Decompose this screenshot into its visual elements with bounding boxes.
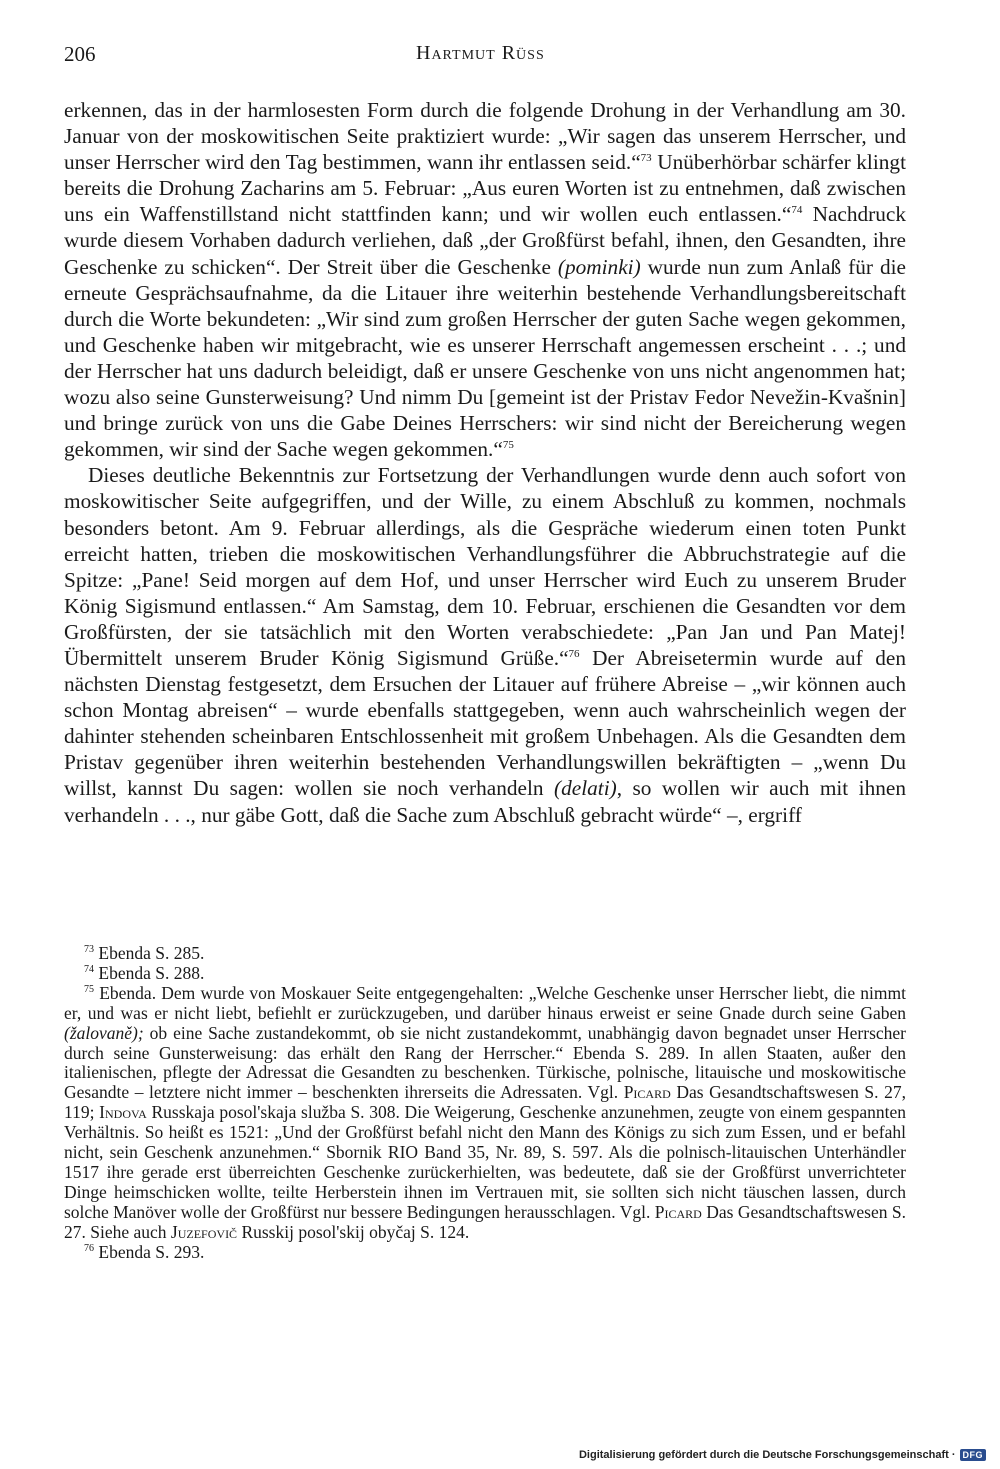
page-header bbox=[64, 42, 906, 70]
page-number: 206 bbox=[64, 42, 96, 66]
paragraph-2: Dieses deutliche Bekenntnis zur Fortsetzung der Verhandlungen wurde denn auch sofort von moskowitischer Seite aufgegriffen, und der Wille, zu einem Abschluß zu kommen, nochmals besonders betont. Am 9. Februar allerdings, als die Gespräche wiederum einen toten Punkt erreicht hatten, trieben die moskowitischen Verhandlungsführer die Abbruchstrategie auf die Spitze: „Pane! Seid morgen auf dem Hof, und unser Herrscher wird Euch zu unserem Bruder König Sigismund entlassen.“ Am Samstag, dem 10. Februar, erschienen die Gesandten vor dem Großfürsten, der sie tatsächlich mit den Worten verabschiedete: „Pan Jan und Pan Matej! Übermittelt unserem Bruder König Sigismund Grüße.“$^{76}$ Der Abreisetermin wurde auf den nächsten Dienstag festgesetzt, dem Ersuchen der Litauer auf frühere Abreise – „wir können auch schon Montag abreisen“ – wurde ebenfalls stattgegeben, wenn auch wahrscheinlich wegen der dahinter stehenden scheinbaren Entschlossenheit mit großem Unbehagen. Als die Gesandten dem Pristav gegenüber ihren weiterhin bestehenden Verhandlungswillen bekräftigten – „wenn Du willst, kannst Du sagen: wollen sie noch verhandeln (delati), so wollen wir auch mit ihnen verhandeln . . ., nur gäbe Gott, daß die Sache zum Abschluß gebracht würde“ –, ergriff bbox=[64, 463, 906, 827]
footnote-ref-74: 74 bbox=[791, 204, 803, 217]
footnote-73: $^{73}$ Ebenda S. 285. bbox=[84, 943, 205, 963]
credit-text: Digitalisierung gefördert durch die Deutsche Forschungsgemeinschaft · bbox=[578, 1449, 956, 1461]
footnotes bbox=[64, 944, 906, 1263]
paragraph-1: erkennen, das in der harmlosesten Form durch die folgende Drohung in der Verhandlung am 30. Januar von der moskowitischen Seite praktiziert wurde: „Wir sagen das unserem Herrscher, und unser Herrscher wird den Tag bestimmen, wann ihr entlassen seid.“$^{73}$ Unüberhörbar schärfer klingt bereits die Drohung Zacharins am 5. Februar: „Aus euren Worten ist zu entnehmen, daß zwischen uns ein Waffenstillstand nicht stattfinden kann; und wir wollen euch entlassen.“$^{74}$ Nachdruck wurde diesem Vorhaben dadurch verliehen, daß „der Großfürst befahl, ihnen, den Gesandten, ihre Geschenke zu schicken“. Der Streit über die Geschenke (pominki) wurde nun zum Anlaß für die erneute Gesprächsaufnahme, da die Litauer ihre weiterhin bestehende Verhandlungsbereitschaft durch die Worte bekundeten: „Wir sind zum großen Herrscher der guten Sache wegen gekommen, und Geschenke haben wir mitgebracht, wie es unserer Herrschaft angemessen erscheint . . .; und der Herrscher hat uns dadurch beleidigt, daß er unsere Geschenke von uns nicht angenommen hat; wozu also seine Gunsterweisung? Und nimm Du [gemeint ist der Pristav Fedor Nevežin-Kvašnin] und bringe zurück von uns die Gabe Deines Herrschers: wir sind nicht der Bereicherung wegen gekommen, wir sind der Sache wegen gekommen.“$^{75}$ bbox=[64, 98, 906, 462]
digitization-credit bbox=[579, 1449, 986, 1461]
footnote-ref-73: 73 bbox=[640, 152, 652, 165]
running-head: Hartmut Rüss bbox=[416, 42, 545, 64]
footnote-ref-75: 75 bbox=[502, 439, 514, 452]
footnote-74: $^{74}$ Ebenda S. 288. bbox=[84, 962, 205, 983]
footnote-ref-76: 76 bbox=[568, 647, 580, 660]
footnote-75: $^{75}$ Ebenda. Dem wurde von Moskauer Seite entgegengehalten: „Welche Geschenke unser Herrscher liebt, die nimmt er, und was er nicht liebt, befiehlt er zurückzugeben, und darüber hinaus erweist er seine Gnade durch seine Gaben (žalovaně); ob eine Sache zustandekommt, ob sie nicht zustandekommt, unabhängig davon begnadet unser Herrscher durch seine Gunsterweisung: das erhält den Rang der Herrscher.“ Ebenda S. 289. In allen Staaten, außer den italienischen, pflegte der Adressat die Gesandten zu beschenken. Türkische, polnische, litauische und moskowitische Gesandte – letztere nicht immer – beschenkten ihrerseits die Adressaten. Vgl. Picard Das Gesandtschaftswesen S. 27, 119; Indova Russkaja posol'skaja služba S. 308. Die Weigerung, Geschenke anzunehmen, zeugte von einem gespannten Verhältnis. So heißt es 1521: „Und der Großfürst befahl nicht den Mann des Königs zu sich zum Essen, und er befahl nicht, sein Geschenk anzunehmen.“ Sbornik RIO Band 35, Nr. 89, S. 597. Als die polnisch-litauischen Unterhändler 1517 ihre gerade erst überreichten Geschenke zurückerhielten, was bedeutete, daß sie der Großfürst unverrichteter Dinge heimschicken wollte, teilte Herberstein ihnen im Vertrauen mit, sie sollten sich nicht täuschen lassen, durch solche Manöver wolle der Großfürst nur bessere Bedingungen herausschlagen. Vgl. Picard Das Gesandtschaftswesen S. 27. Siehe auch Juzefovič Russkij posol'skij obyčaj S. 124. bbox=[64, 982, 907, 1242]
main-text bbox=[64, 97, 906, 828]
dfg-logo-icon: DFG bbox=[960, 1449, 987, 1461]
footnote-76: $^{76}$ Ebenda S. 293. bbox=[84, 1241, 205, 1262]
